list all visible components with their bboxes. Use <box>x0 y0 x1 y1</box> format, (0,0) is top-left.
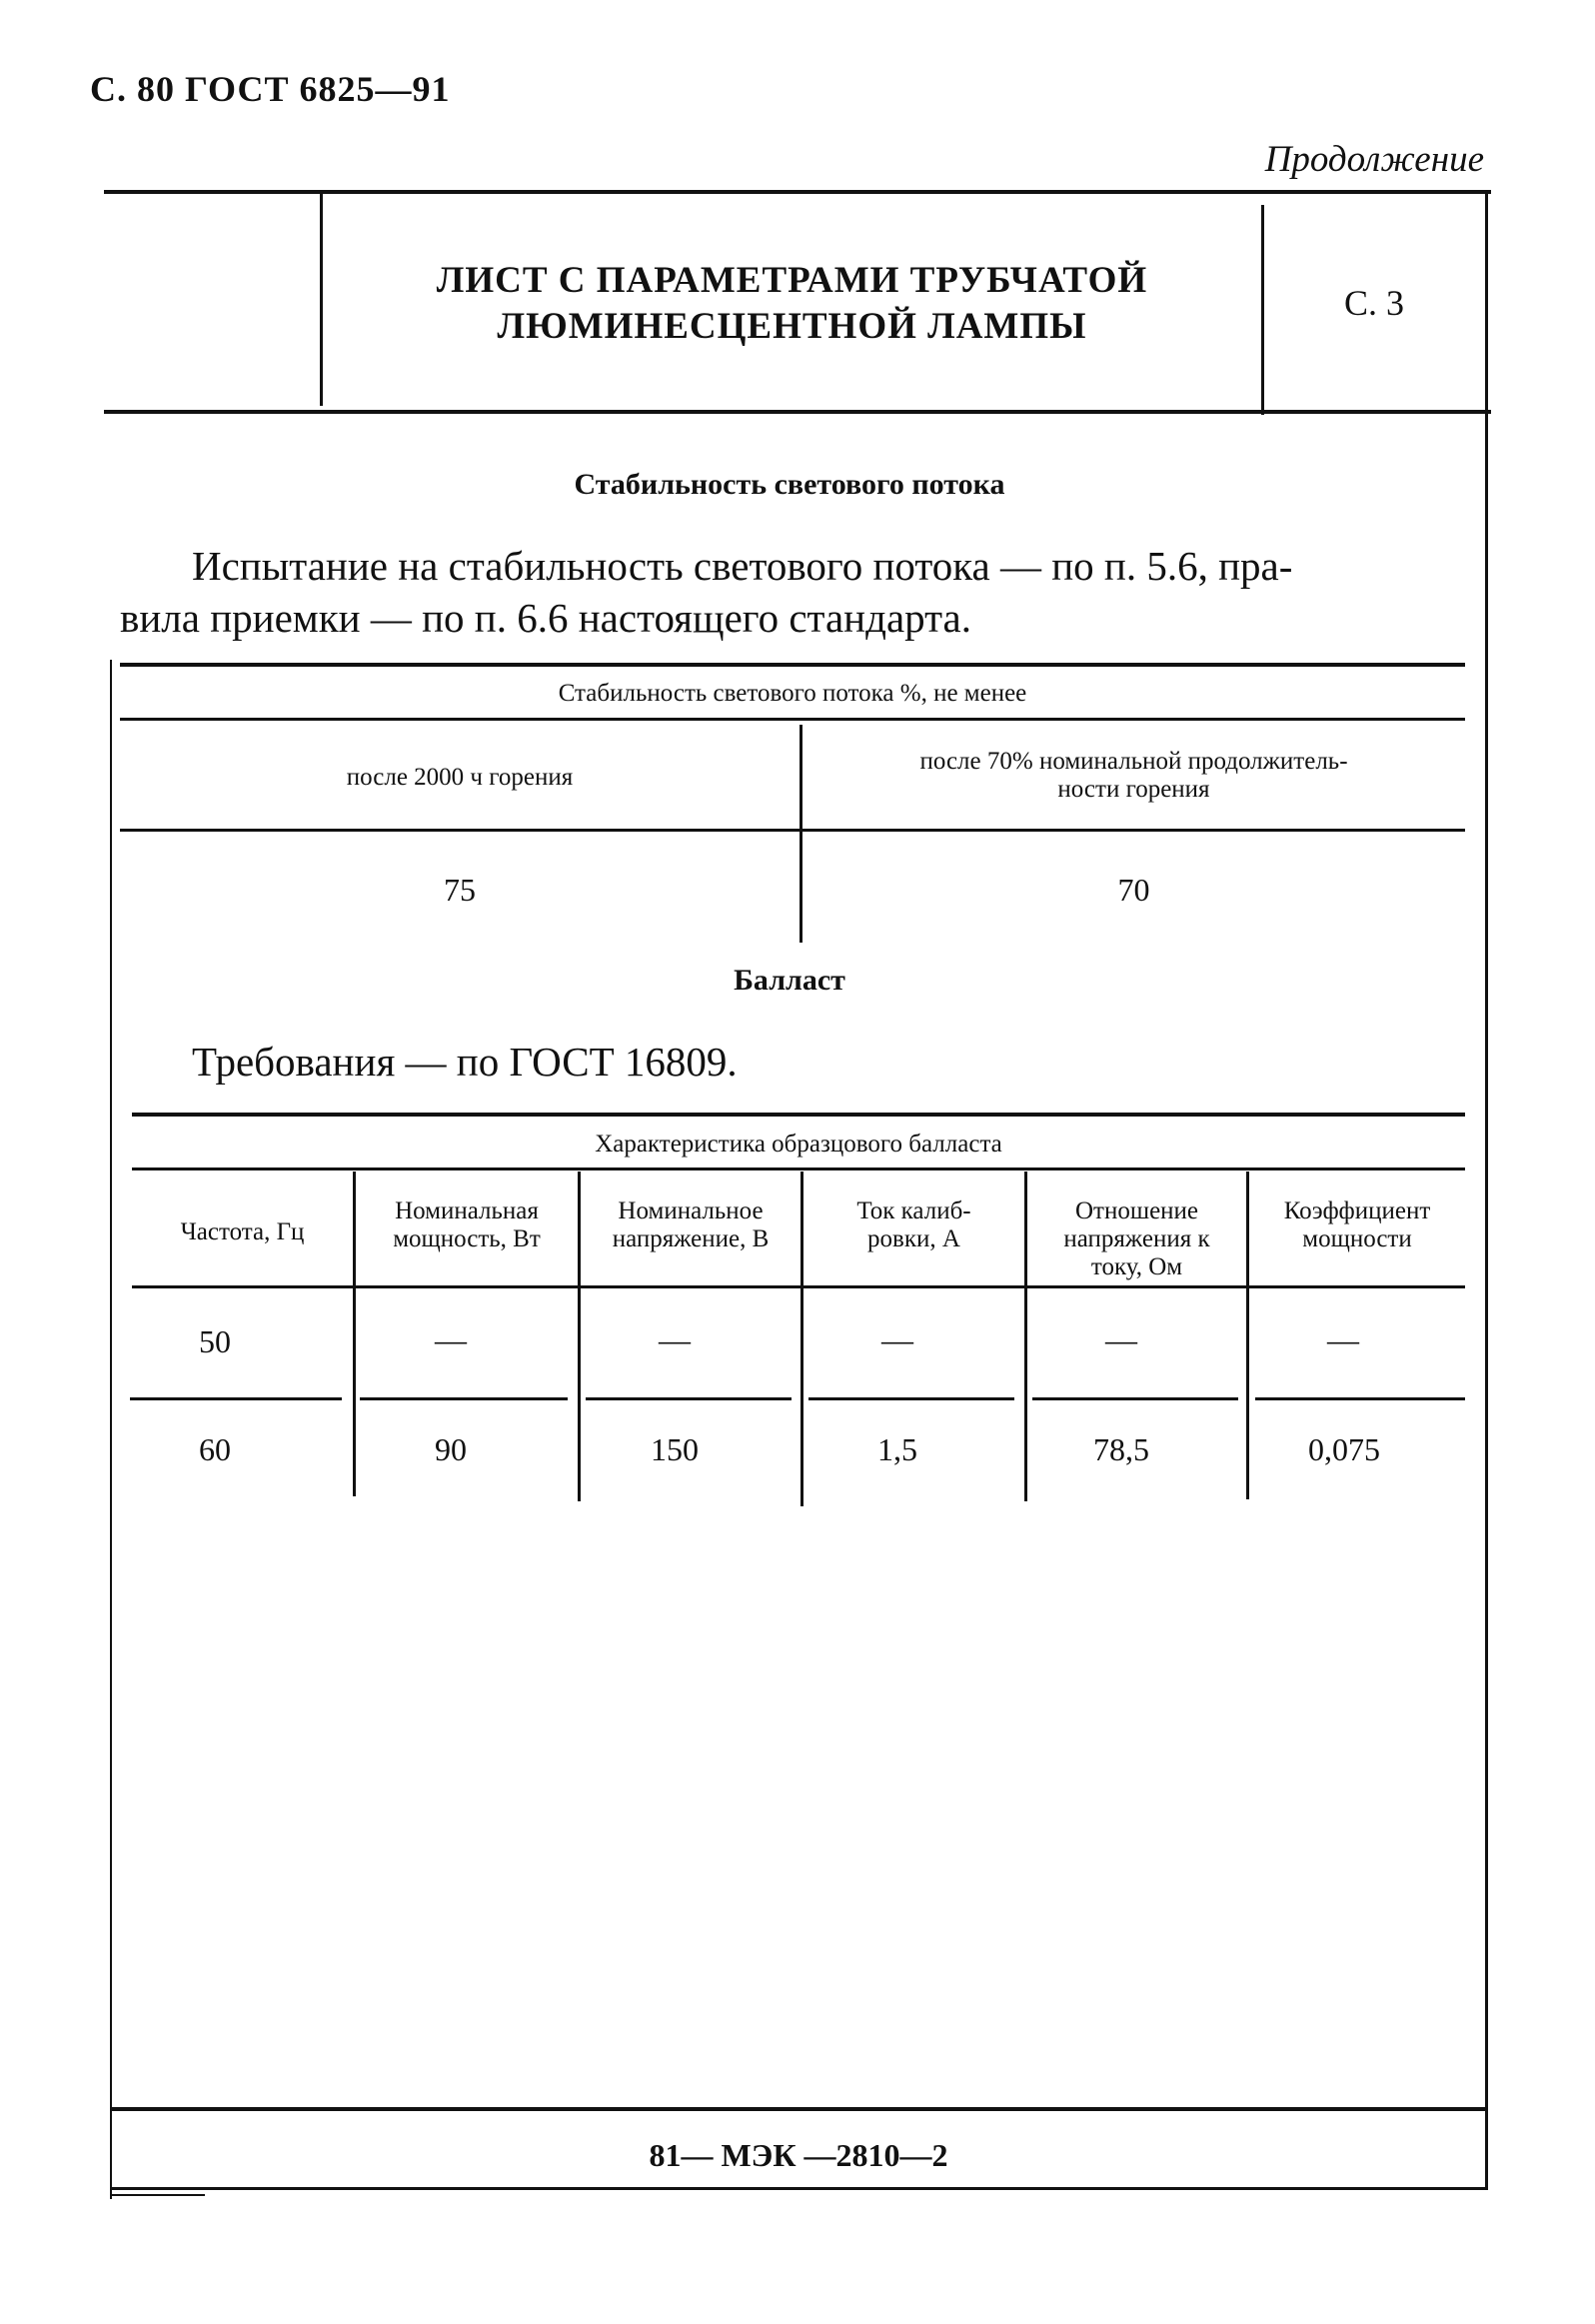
ballast-header-line: напряжение, В <box>612 1225 770 1252</box>
sheet-title <box>320 258 1264 350</box>
flux-table-top-border <box>120 663 1465 667</box>
flux-table-caption: Стабильность светового потока %, не менее <box>558 680 1027 707</box>
ballast-header-cell <box>803 1197 1024 1253</box>
frame-right-border <box>1485 194 1488 2189</box>
ballast-header-line: мощность, Вт <box>393 1225 541 1252</box>
page-number-header: С. 80 ГОСТ 6825—91 <box>90 69 451 109</box>
row-separator <box>130 1397 342 1400</box>
ballast-header-line: мощности <box>1302 1225 1412 1252</box>
ballast-row2-frequency: 60 <box>199 1431 231 1467</box>
footer-standard-reference: 81— МЭК —2810—2 <box>649 2137 948 2173</box>
ballast-header-cell <box>1249 1197 1465 1253</box>
ballast-header-line: Номинальная <box>395 1197 539 1224</box>
ballast-row1-factor: — <box>1327 1321 1359 1357</box>
sheet-title-line-2: ЛЮМИНЕСЦЕНТНОЙ ЛАМПЫ <box>497 306 1087 347</box>
ballast-header-line: Коэффициент <box>1283 1197 1431 1224</box>
ballast-header-line: Отношение <box>1074 1197 1199 1224</box>
flux-table-caption-rule <box>120 718 1465 721</box>
ballast-row2-ratio: 78,5 <box>1093 1431 1149 1467</box>
title-block-top-border <box>104 190 1491 194</box>
ballast-table-caption-rule <box>132 1167 1465 1170</box>
ballast-row1-current: — <box>881 1321 913 1357</box>
row-separator <box>360 1397 568 1400</box>
flux-para-line-2: вила приемки — по п. 6.6 настоящего стандарта. <box>120 595 971 641</box>
ballast-header-cell <box>1027 1197 1246 1281</box>
ballast-row1-power: — <box>435 1321 467 1357</box>
continuation-label: Продолжение <box>1264 139 1484 180</box>
ballast-table-header-rule <box>132 1285 1465 1288</box>
ballast-header-line: ровки, А <box>867 1225 960 1252</box>
flux-col2-header-line-2: ности горения <box>1057 776 1210 803</box>
footer-bottom-rule <box>112 2187 1488 2190</box>
flux-col2-header-line-1: после 70% номинальной продолжитель- <box>919 748 1348 775</box>
ballast-row2-current: 1,5 <box>877 1431 917 1467</box>
ballast-header-line: току, Ом <box>1090 1253 1183 1280</box>
ballast-row1-voltage: — <box>659 1321 691 1357</box>
ballast-row1-ratio: — <box>1105 1321 1137 1357</box>
ballast-header-line: напряжения к <box>1063 1225 1210 1252</box>
ballast-section-heading: Балласт <box>734 964 845 997</box>
flux-col1-value: 75 <box>444 872 476 908</box>
flux-test-paragraph <box>120 540 1479 644</box>
ballast-header-line: Частота, Гц <box>180 1218 305 1245</box>
sheet-title-line-1: ЛИСТ С ПАРАМЕТРАМИ ТРУБЧАТОЙ <box>436 260 1148 301</box>
flux-col1-header: после 2000 ч горения <box>346 764 574 791</box>
flux-section-heading: Стабильность светового потока <box>574 468 1005 501</box>
ballast-header-line: Номинальное <box>618 1197 764 1224</box>
row-separator <box>1032 1397 1238 1400</box>
ballast-row2-voltage: 150 <box>651 1431 699 1467</box>
ballast-requirements-paragraph: Требования — по ГОСТ 16809. <box>192 1039 738 1085</box>
ballast-header-line: Ток калиб- <box>856 1197 971 1224</box>
flux-para-line-1: Испытание на стабильность светового потока — по п. 5.6, пра- <box>192 543 1293 589</box>
ballast-header-cell <box>132 1218 353 1246</box>
footer-top-rule <box>112 2107 1488 2111</box>
footer-left-tail-rule <box>110 2194 205 2196</box>
ballast-header-cell <box>581 1197 800 1253</box>
ballast-header-cell <box>356 1197 578 1253</box>
frame-left-border <box>110 660 112 2199</box>
ballast-row2-factor: 0,075 <box>1308 1431 1380 1467</box>
flux-col2-header <box>802 748 1465 804</box>
ballast-table-caption: Характеристика образцового балласта <box>595 1131 1002 1158</box>
flux-col2-value: 70 <box>1117 872 1150 908</box>
title-block-bottom-border <box>104 410 1491 414</box>
row-separator <box>586 1397 792 1400</box>
sheet-number: С. 3 <box>1343 283 1404 323</box>
ballast-table-top-border <box>132 1113 1465 1117</box>
row-separator <box>808 1397 1014 1400</box>
ballast-row2-power: 90 <box>435 1431 467 1467</box>
row-separator <box>1255 1397 1465 1400</box>
ballast-row1-frequency: 50 <box>199 1323 231 1359</box>
flux-table-header-rule <box>120 829 1465 832</box>
